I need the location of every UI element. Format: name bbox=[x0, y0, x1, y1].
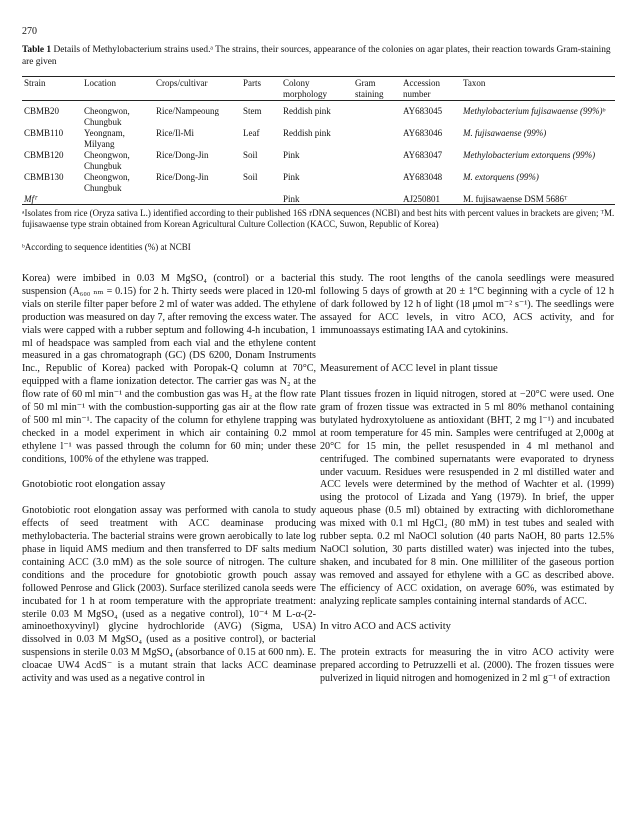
cell-colony: Pink bbox=[283, 172, 300, 182]
cell-strain: CBMB130 bbox=[24, 172, 64, 182]
header-colony: Colony morphology bbox=[283, 78, 327, 99]
left-column bbox=[22, 273, 316, 686]
cell-gram bbox=[353, 128, 401, 150]
cell-location: Yeongnam, Milyang bbox=[84, 128, 125, 149]
paragraph: Korea) were imbibed in 0.03 M MgSO₄ (control) or a bacterial suspension (A₆₀₀ ₙₘ = 0.15) for 2 h. Thirty seeds were placed in 120-ml vials on sterile filter paper before 2 ml of water was added. The ethylene production was measured on day 7, after removing the excess water. The vials were capped with a rubber septum and following 4-h incubation, 1 ml of headspace was sampled from each vial and the ethylene content measured in a gas chromatograph (GC) (DS 6200, Donam Instruments Inc., Republic of Korea) packed with Poropak-Q column at 70°C, equipped with a flame ionization detector. The carrier gas was N₂ at the flow rate of 60 ml min⁻¹ and the combustion gas was H₂ at the flow rate of 50 ml min⁻¹ with the combustion-supporting gas air at the flow rate of 500 ml min⁻¹. The capacity of the column for ethylene trapping was checked in a model experiment in which air containing 0.2 mmol ethylene l⁻¹ was passed through the column for 60 min; under these conditions, 100% of the ethylene was trapped. bbox=[22, 273, 316, 465]
cell-crops: Rice/Nampeoung bbox=[156, 106, 219, 116]
cell-colony: Pink bbox=[283, 194, 300, 204]
header-taxon: Taxon bbox=[463, 78, 486, 88]
cell-taxon: M. fujisawaense DSM 5686ᵀ bbox=[463, 194, 568, 204]
cell-location: Cheongwon, Chungbuk bbox=[84, 172, 130, 193]
cell-location: Cheongwon, Chungbuk bbox=[84, 106, 130, 127]
cell-parts: Soil bbox=[243, 150, 258, 160]
section-heading-aco-acs: In vitro ACO and ACS activity bbox=[320, 621, 451, 633]
paragraph: Plant tissues frozen in liquid nitrogen, stored at −20°C were used. One gram of frozen tissue was extracted in 5 ml 80% methanol containing butylated hydroxytoluene as antioxidant (BHT, 2 mg l⁻¹) and incubated at room temperature for 45 min. Samples were centrifuged at 2,000g at 20°C for 15 min, the pellet resuspended in 4 ml methanol and centrifuged. The combined supernatants were evaporated to dryness under vacuum. Residues were resuspended in 2 ml distilled water and ACC levels were determined by the method of Wachter et al. (1999) using the protocol of Lizada and Yang (1979). In brief, the upper aqueous phase (0.5 ml) obtained by extracting with dichloromethane was mixed with 0.1 ml HgCl₂ (80 mM) in test tubes and sealed with rubber septa. 0.2 ml NaOCl solution (40 parts NaOH, 80 parts 12.5% NaOCl solution, 30 parts distilled water) was injected into the tubes, shaken, and incubated for 8 min. One milliliter of the gaseous portion was removed and assayed for ethylene with a GC as described above. The efficiency of ACC oxidation, on average 60%, was estimated by analyzing replicate samples containing internal standards of ACC. bbox=[320, 389, 614, 607]
paragraph: Gnotobiotic root elongation assay was performed with canola to study effects of seed treatment with ACC deaminase producing methylobacteria. The bacterial strains were grown aerobically to late log phase in liquid AMS medium and then transferred to DF salts medium containing ACC (3.0 mM) as the sole source of nitrogen. The culture conditions and the procedure for gnotobiotic growth pouch assay followed Penrose and Glick (2003). Surface sterilized canola seeds were incubated for 1 h at room temperature with the appropriate treatment: sterile 0.03 M MgSO₄ (used as a negative control), 10⁻⁴ M L-α-(2-aminoethoxyvinyl) glycine hydrochloride (AVG) (Sigma, USA) dissolved in 0.03 M MgSO₄ (used as a positive control), or bacterial suspensions in sterile 0.03 M MgSO₄ (absorbance of 0.15 at 600 nm). E. cloacae UW4 AcdS⁻ is a mutant strain that lacks ACC deaminase activity and was used as a negative control in bbox=[22, 505, 316, 685]
page-number: 270 bbox=[22, 26, 37, 37]
table-top-rule bbox=[22, 76, 615, 77]
cell-crops: Rice/Dong-Jin bbox=[156, 172, 209, 182]
paragraph: The protein extracts for measuring the in vitro ACO activity were prepared according to Petruzzelli et al. (2000). The frozen tissues were pulverized in liquid nitrogen and homogenized in 2 ml g⁻¹ of extraction bbox=[320, 647, 614, 685]
table-row bbox=[22, 100, 615, 128]
cell-parts: Leaf bbox=[243, 128, 260, 138]
cell-strain: Mfᵀ bbox=[24, 194, 38, 204]
table-footnote-b: ᵇAccording to sequence identities (%) at NCBI bbox=[22, 242, 191, 252]
cell-taxon: M. fujisawaense (99%) bbox=[463, 128, 547, 138]
section-heading-acc-measurement: Measurement of ACC level in plant tissue bbox=[320, 363, 498, 375]
cell-gram bbox=[353, 150, 401, 172]
cell-accession: AY683045 bbox=[403, 106, 443, 116]
header-gram: Gram staining bbox=[355, 78, 384, 99]
cell-gram bbox=[353, 100, 401, 128]
header-parts: Parts bbox=[243, 78, 261, 88]
cell-colony: Reddish pink bbox=[283, 106, 331, 116]
cell-colony: Reddish pink bbox=[283, 128, 331, 138]
strain-table bbox=[22, 78, 615, 205]
table-caption bbox=[22, 44, 614, 68]
cell-accession: AY683048 bbox=[403, 172, 443, 182]
cell-parts: Stem bbox=[243, 106, 262, 116]
cell-parts: Soil bbox=[243, 172, 258, 182]
cell-strain: CBMB20 bbox=[24, 106, 60, 116]
cell-gram bbox=[353, 172, 401, 194]
table-row bbox=[22, 150, 615, 172]
paragraph: this study. The root lengths of the canola seedlings were measured following 5 days of growth at 20 ± 1°C beginning with a cycle of 12 h of dark followed by 12 h of light (18 μmol m⁻² s⁻¹). The seedlings were assayed for ACC levels, in vitro ACO, ACS activity, and for immunoassays estimating IAA and cytokinins. bbox=[320, 273, 614, 336]
section-heading-gnotobiotic: Gnotobiotic root elongation assay bbox=[22, 479, 166, 491]
table-bottom-rule bbox=[22, 204, 615, 205]
table-row bbox=[22, 172, 615, 194]
cell-taxon: Methylobacterium extorquens (99%) bbox=[463, 150, 596, 160]
cell-crops: Rice/Dong-Jin bbox=[156, 150, 209, 160]
table-header-row bbox=[22, 78, 615, 100]
table-caption-text: Details of Methylobacterium strains used.ᵃ The strains, their sources, appearance of the colonies on agar plates, their reaction towards Gram-staining are given bbox=[22, 45, 611, 67]
table-footnote-a: ᵃIsolates from rice (Oryza sativa L.) identified according to their published 16S rDNA sequences (NCBI) and best hits with percent values in brackets are given; ᵀM. fujisawaense type strain obtained from Korean Agricultural Culture Collection (KACC, Suwon, Republic of Korea) bbox=[22, 208, 615, 229]
header-location: Location bbox=[84, 78, 116, 88]
header-strain: Strain bbox=[24, 78, 46, 88]
cell-accession: AJ250801 bbox=[403, 194, 441, 204]
cell-taxon: Methylobacterium fujisawaense (99%)ᵇ bbox=[463, 106, 605, 116]
table-row bbox=[22, 128, 615, 150]
cell-crops: Rice/Il-Mi bbox=[156, 128, 194, 138]
cell-strain: CBMB110 bbox=[24, 128, 64, 138]
cell-location: Cheongwon, Chungbuk bbox=[84, 150, 130, 171]
cell-accession: AY683046 bbox=[403, 128, 443, 138]
table-header-rule bbox=[22, 100, 615, 101]
header-accession: Accession number bbox=[403, 78, 440, 99]
cell-accession: AY683047 bbox=[403, 150, 443, 160]
right-column bbox=[320, 273, 614, 686]
cell-taxon: M. extorquens (99%) bbox=[463, 172, 539, 182]
cell-colony: Pink bbox=[283, 150, 300, 160]
header-crops: Crops/cultivar bbox=[156, 78, 208, 88]
table-caption-label: Table 1 bbox=[22, 45, 52, 55]
cell-strain: CBMB120 bbox=[24, 150, 64, 160]
